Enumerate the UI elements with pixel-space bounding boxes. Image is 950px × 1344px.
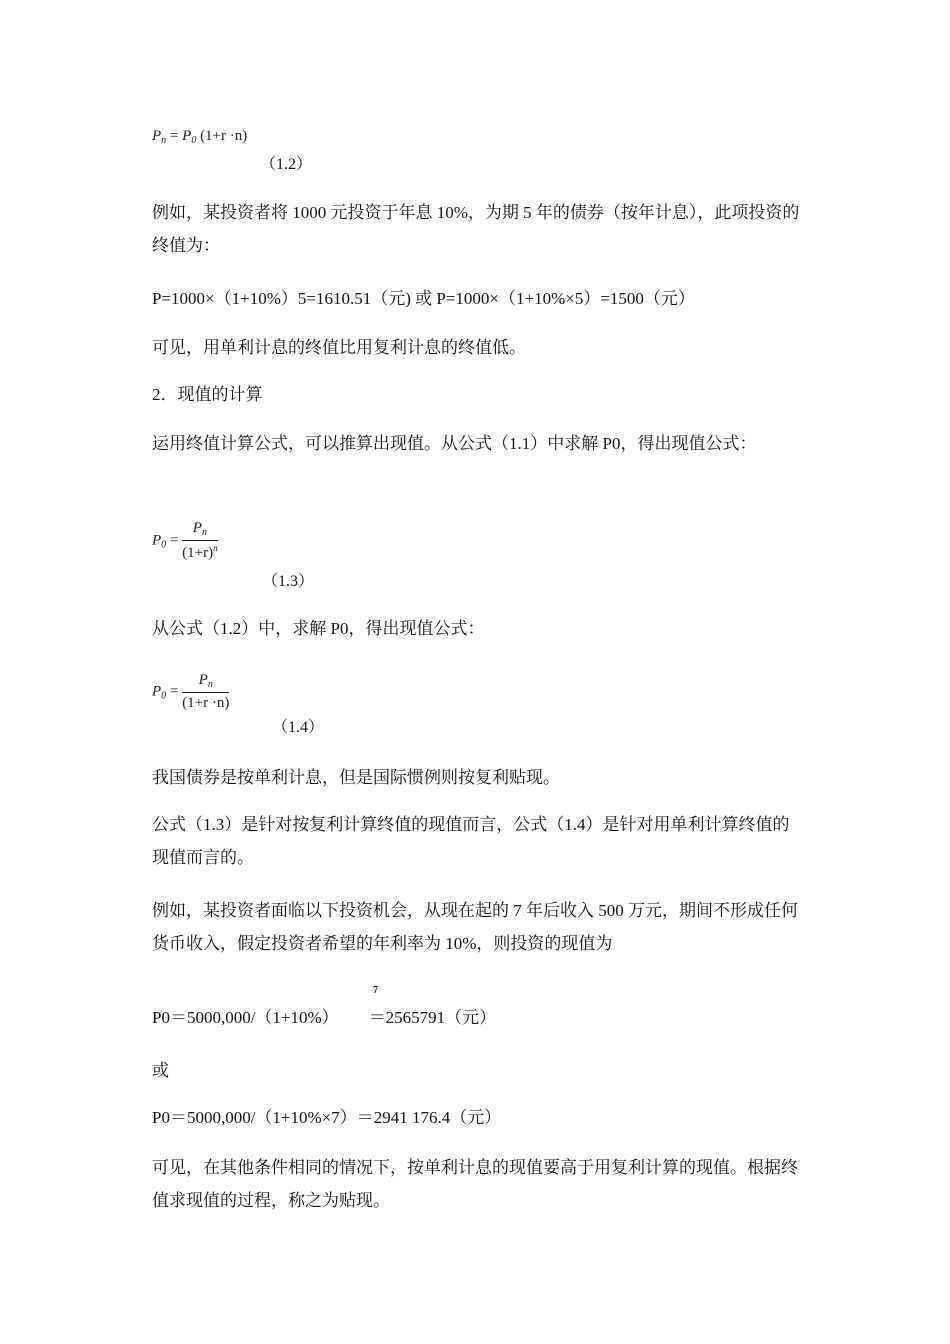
paragraph-example-2: 例如，某投资者面临以下投资机会，从现在起的 7 年后收入 500 万元，期间不形成任何货币收入，假定投资者希望的年利率为 10%，则投资的现值为 bbox=[152, 901, 798, 953]
calc-2a-result: ＝2565791（元） bbox=[368, 1008, 497, 1027]
paragraph-calc-1: P=1000×（1+10%）5=1610.51（元) 或 P=1000×（1+10%×5）=1500（元） bbox=[152, 289, 695, 308]
paragraph-calc-2b: P0＝5000,000/（1+10%×7）＝2941 176.4（元） bbox=[152, 1108, 502, 1127]
formula-1-2: $P_n = P_0$ (1+r ·n) bbox=[152, 128, 248, 146]
paragraph-from-1-2: 从公式（1.2）中，求解 P0，得出现值公式： bbox=[152, 619, 485, 638]
section-heading: 2．现值的计算 bbox=[152, 385, 263, 404]
calc-2a-left: P0＝5000,000/（1+10%） bbox=[152, 1008, 339, 1027]
formula-number-1-2: （1.2） bbox=[260, 156, 313, 173]
paragraph-china-bonds: 我国债券是按单利计息，但是国际惯例则按复利贴现。 bbox=[152, 768, 560, 787]
paragraph-calc-2a bbox=[152, 1001, 802, 1034]
formula-number-1-4: （1.4） bbox=[272, 719, 325, 736]
exponent-7: 7 bbox=[373, 985, 378, 996]
formula-1-4: $P_0$ = $\frac{P_n}{(1+r \cdot n)}$ bbox=[152, 672, 230, 711]
formula-number-1-3: （1.3） bbox=[262, 573, 315, 590]
fraction-1-4: $\frac{P_n}{(1+r \cdot n)}$ bbox=[182, 672, 230, 711]
paragraph-conclusion-2: 可见，在其他条件相同的情况下，按单利计息的现值要高于用复利计算的现值。根据终值求现值的过程，称之为贴现。 bbox=[152, 1158, 798, 1210]
paragraph-formula-note: 公式（1.3）是针对按复利计算终值的现值而言，公式（1.4）是针对用单利计算终值的现值而言的。 bbox=[152, 815, 790, 867]
paragraph-pv-intro: 运用终值计算公式，可以推算出现值。从公式（1.1）中求解 P0，得出现值公式： bbox=[152, 434, 757, 453]
paragraph-or: 或 bbox=[152, 1061, 169, 1080]
fraction-1-3: $\frac{P_n}{(1+r)^n}$ bbox=[182, 520, 218, 561]
paragraph-example-1: 例如，某投资者将 1000 元投资于年息 10%，为期 5 年的债券（按年计息），此项投资的终值为： bbox=[152, 203, 800, 255]
formula-1-3: $P_0$ = $\frac{P_n}{(1+r)^n}$ bbox=[152, 520, 218, 561]
paragraph-conclusion-1: 可见，用单利计息的终值比用复利计息的终值低。 bbox=[152, 338, 526, 357]
